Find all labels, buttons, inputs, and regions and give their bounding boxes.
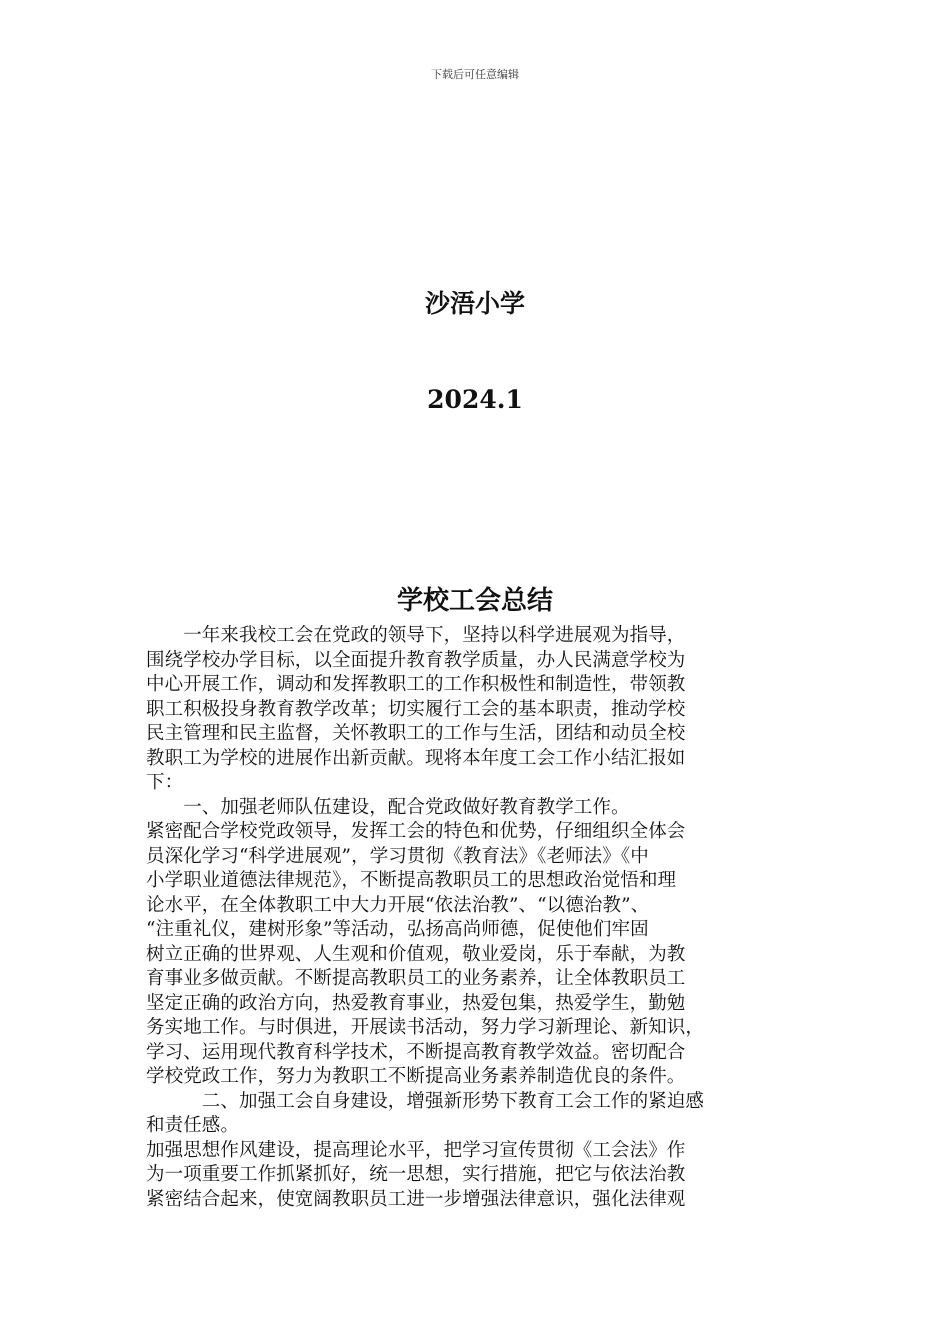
document-title: 学校工会总结 [396, 586, 553, 616]
body-line: 树立正确的世界观、人生观和价值观，敬业爱岗，乐于奉献，为教 [146, 943, 686, 965]
body-line: 下： [146, 772, 184, 793]
body-text [146, 624, 808, 1212]
body-line: 务实地工作。与时俱进，开展读书活动，努力学习新理论、新知识， [146, 1017, 705, 1038]
section-heading-1: 一、加强老师队伍建设，配合党政做好教育教学工作。 [146, 796, 630, 818]
body-line: 和责任感。 [146, 1115, 240, 1136]
body-line: 紧密配合学校党政领导，发挥工会的特色和优势，仔细组织全体会 [146, 821, 686, 842]
document-date: 2024.1 [427, 385, 523, 414]
body-line: 加强思想作风建设，提高理论水平，把学习宣传贯彻《工会法》作 [146, 1139, 686, 1161]
body-line: “注重礼仪，建树形象”等活动，弘扬高尚师德，促使他们牢固 [146, 919, 649, 940]
body-line: 紧密结合起来，使宽阔教职员工进一步增强法律意识，强化法律观 [146, 1188, 686, 1210]
body-line: 职工积极投身教育教学改革；切实履行工会的基本职责，推动学校 [146, 698, 686, 720]
body-line: 学习、运用现代教育科学技术，不断提高教育教学效益。密切配合 [146, 1041, 686, 1063]
body-line: 员深化学习“科学进展观”，学习贯彻《教育法》《老师法》《中 [146, 845, 649, 867]
body-line: 育事业多做贡献。不断提高教职员工的业务素养，让全体教职员工 [146, 968, 686, 989]
body-line: 围绕学校办学目标，以全面提升教育教学质量，办人民满意学校为 [146, 649, 686, 671]
body-line: 一年来我校工会在党政的领导下，坚持以科学进展观为指导， [146, 625, 686, 646]
body-line: 小学职业道德法律规范》，不断提高教职员工的思想政治觉悟和理 [146, 870, 677, 891]
body-line: 为一项重要工作抓紧抓好，统一思想，实行措施，把它与依法治教 [146, 1164, 686, 1185]
body-line: 论水平，在全体教职工中大力开展“依法治教”、“以德治教”、 [146, 894, 650, 916]
page-header-note: 下载后可任意编辑 [431, 68, 519, 81]
body-line: 中心开展工作，调动和发挥教职工的工作积极性和制造性，带领教 [146, 674, 686, 695]
body-line: 教职工为学校的进展作出新贡献。现将本年度工会工作小结汇报如 [146, 747, 686, 769]
body-line: 坚定正确的政治方向，热爱教育事业，热爱包集，热爱学生，勤勉 [146, 992, 686, 1014]
section-heading-2: 二、加强工会自身建设，增强新形势下教育工会工作的紧迫感 [146, 1090, 705, 1112]
body-line: 民主管理和民主监督，关怀教职工的工作与生活，团结和动员全校 [146, 723, 686, 744]
body-line: 学校党政工作，努力为教职工不断提高业务素养制造优良的条件。 [146, 1066, 686, 1087]
school-name: 沙浯小学 [424, 289, 525, 318]
